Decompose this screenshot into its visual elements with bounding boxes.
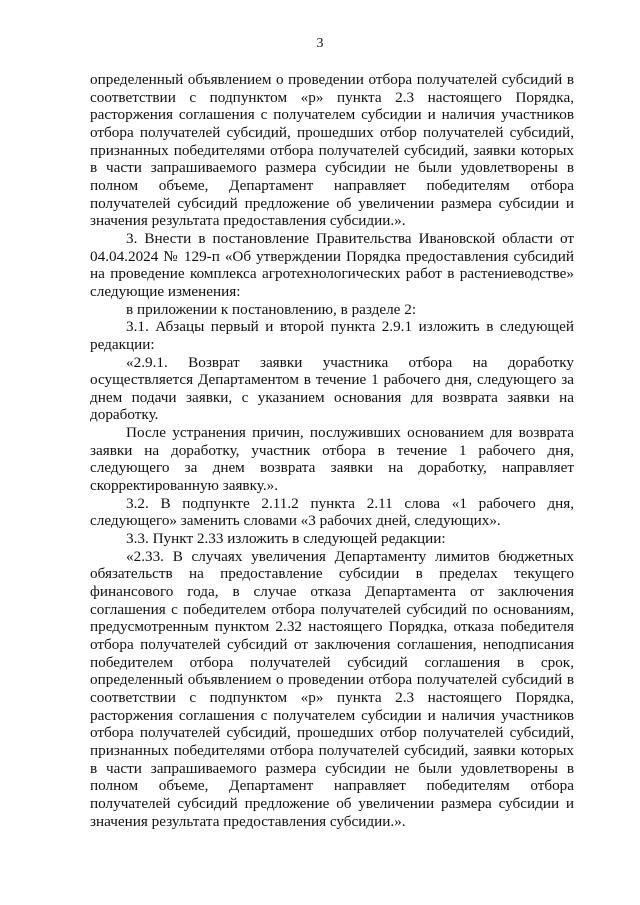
paragraph-quote-2-33: «2.33. В случаях увеличения Департаменту лимитов бюджетных обязательств на предоставление субсидии в пределах текущего финансового года, в случае отказа Департамента от заключения соглашения с победителем отбора получателей субсидий по основаниям, предусмотренным пунктом 2.32 настоящего Порядка, отказа победителя отбора получателей субсидий от заключения соглашения, неподписания победителем отбора получателей субсидий соглашения в срок, определенный объявлением о проведении отбора получателей субсидий в соответствии с подпунктом «р» пункта 2.3 настоящего Порядка, расторжения соглашения с получателем субсидии и наличия участников отбора получателей субсидий, прошедших отбор получателей субсидий, признанных победителями отбора получателей субсидий, заявки которых в части запрашиваемого размера субсидии не были удовлетворены в полном объеме, Департамент направляет победителям отбора получателей субсидий предложение об увеличении размера субсидии и значения результата предоставления субсидии.».: [90, 547, 574, 830]
page-number: 3: [316, 36, 324, 51]
paragraph-continuation: определенный объявлением о проведении отбора получателей субсидий в соответствии с подпунктом «р» пункта 2.3 настоящего Порядка, расторжения соглашения с получателем субсидии и наличия участников отбора получателей субсидий, прошедших отбор получателей субсидий, признанных победителями отбора получателей субсидий, заявки которых в части запрашиваемого размера субсидии не были удовлетворены в полном объеме, Департамент направляет победителям отбора получателей субсидий предложение об увеличении размера субсидии и значения результата предоставления субсидии.».: [90, 71, 574, 230]
paragraph-item-3-2: 3.2. В подпункте 2.11.2 пункта 2.11 слова «1 рабочего дня, следующего» заменить словами «3 рабочих дней, следующих».: [90, 494, 574, 530]
paragraph-appendix-section: в приложении к постановлению, в разделе 2:: [126, 300, 417, 318]
paragraph-quote-2-9-1-second: После устранения причин, послуживших основанием для возврата заявки на доработку, участник отбора в течение 1 рабочего дня, следующего за днем возврата заявки на доработку, направляет скорректированную заявку.».: [90, 424, 574, 495]
paragraph-item-3: 3. Внести в постановление Правительства Ивановской области от 04.04.2024 № 129-п «Об утверждении Порядка предоставления субсидий на проведение комплекса агротехнологических работ в растениеводстве» следующие изменения:: [90, 229, 574, 300]
paragraph-item-3-3: 3.3. Пункт 2.33 изложить в следующей редакции:: [126, 530, 446, 548]
document-body: [90, 71, 574, 830]
paragraph-quote-2-9-1: «2.9.1. Возврат заявки участника отбора на доработку осуществляется Департаментом в течение 1 рабочего дня, следующего за днем подачи заявки, с указанием основания для возврата заявки на доработку.: [90, 353, 574, 424]
paragraph-item-3-1: 3.1. Абзацы первый и второй пункта 2.9.1 изложить в следующей редакции:: [90, 318, 574, 353]
